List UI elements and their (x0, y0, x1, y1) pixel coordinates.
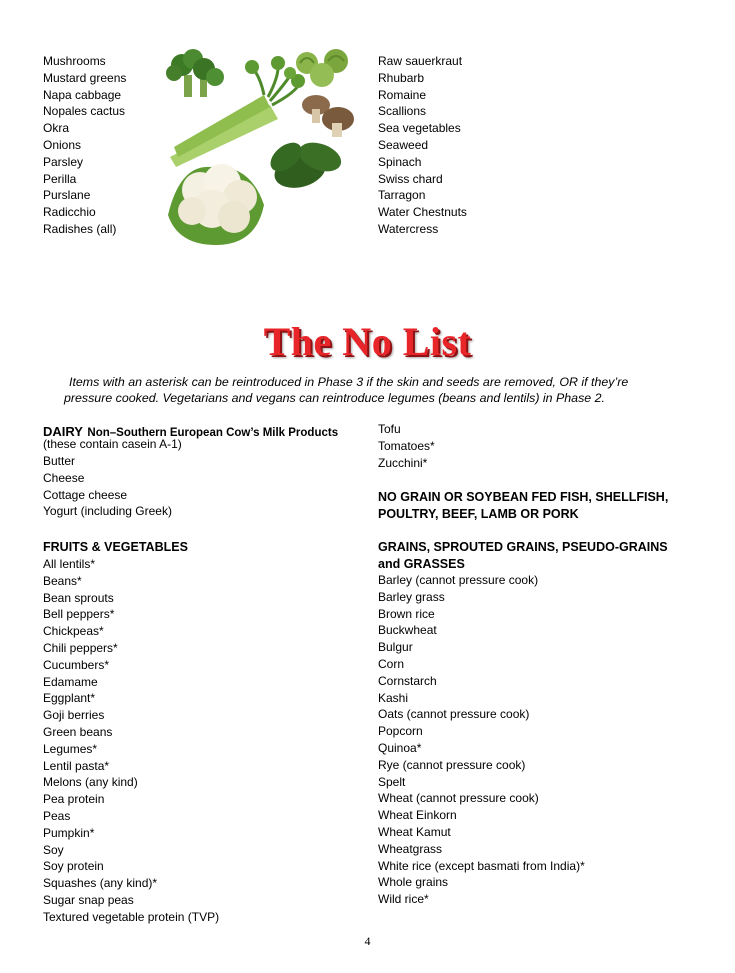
list-item: Cornstarch (378, 673, 437, 688)
list-item: Pumpkin* (43, 825, 95, 840)
list-item: Purslane (43, 188, 91, 203)
list-item: Textured vegetable protein (TVP) (43, 909, 220, 924)
list-item: Lentil pasta* (43, 758, 110, 773)
list-item: Wheat (cannot pressure cook) (378, 791, 539, 806)
list-item: Eggplant* (43, 691, 96, 706)
list-item: Radicchio (43, 205, 96, 220)
list-item: Onions (43, 137, 82, 152)
list-item: Pea protein (43, 792, 105, 807)
dairy-sub-note: (these contain casein A-1) (43, 437, 182, 451)
list-item: Parsley (43, 154, 84, 169)
list-item: Wheat Kamut (378, 824, 451, 839)
spinach-icon (265, 137, 345, 193)
list-item: Soy protein (43, 859, 104, 874)
list-item: Edamame (43, 674, 98, 689)
list-item: Cucumbers* (43, 657, 110, 672)
list-item: Melons (any kind) (43, 775, 138, 790)
list-item: Goji berries (43, 708, 105, 723)
list-item: Mustard greens (43, 70, 127, 85)
list-item: Wild rice* (378, 892, 429, 907)
list-item: Water Chestnuts (378, 205, 467, 220)
top-right-vegetable-list (378, 53, 467, 238)
list-item: Bell peppers* (43, 607, 115, 622)
list-item: Seaweed (378, 137, 429, 152)
no-grain-fed-line-1: NO GRAIN OR SOYBEAN FED FISH, SHELLFISH, (378, 490, 669, 504)
dairy-list (43, 453, 172, 520)
list-item: Beans* (43, 573, 82, 588)
list-item: Tarragon (378, 188, 426, 203)
list-item: Radishes (all) (43, 221, 117, 236)
right-top-list (378, 421, 435, 471)
grains-heading (378, 539, 668, 572)
list-item: Legumes* (43, 741, 98, 756)
list-item: Wheat Einkorn (378, 808, 457, 823)
note-line-1: Items with an asterisk can be reintroduced in Phase 3 if the skin and seeds are removed, OR if they’re (69, 375, 629, 389)
list-item: Tofu (378, 422, 401, 436)
list-item: Napa cabbage (43, 87, 122, 102)
list-item: Wheatgrass (378, 841, 443, 856)
page-title: The No List (263, 319, 472, 364)
list-item: Cheese (43, 470, 85, 485)
list-item: Spelt (378, 774, 406, 789)
list-item: Raw sauerkraut (378, 54, 463, 68)
list-item: Bulgur (378, 640, 413, 655)
grains-heading-line-1: GRAINS, SPROUTED GRAINS, PSEUDO-GRAINS (378, 540, 668, 554)
list-item: Popcorn (378, 724, 423, 739)
no-grain-fed-line-2: POULTRY, BEEF, LAMB OR PORK (378, 506, 579, 521)
list-item: Sea vegetables (378, 121, 461, 136)
list-item: Green beans (43, 724, 113, 739)
grains-heading-line-2: and GRASSES (378, 556, 465, 571)
list-item: Barley (cannot pressure cook) (378, 573, 539, 587)
page-number: 4 (364, 934, 371, 948)
vegetables-illustration (160, 45, 360, 250)
dairy-title: DAIRY (43, 424, 83, 439)
list-item: All lentils* (43, 557, 96, 571)
note-line-2: pressure cooked. Vegetarians and vegans can reintroduce legumes (beans and lentils) in Phase 2. (64, 391, 605, 405)
list-item: Zucchini* (378, 455, 428, 470)
list-item: Perilla (43, 171, 77, 186)
list-item: Bean sprouts (43, 590, 114, 605)
no-grain-fed-heading (378, 489, 668, 522)
list-item: Peas (43, 808, 71, 823)
list-item: Spinach (378, 154, 422, 169)
list-item: Corn (378, 656, 405, 671)
list-item: Romaine (378, 87, 427, 102)
list-item: Rye (cannot pressure cook) (378, 757, 526, 772)
list-item: Yogurt (including Greek) (43, 504, 172, 519)
list-item: Scallions (378, 104, 427, 119)
grains-list (378, 572, 585, 908)
fruits-vegetables-heading: FRUITS & VEGETABLES (43, 540, 188, 554)
cauliflower-icon (168, 164, 264, 245)
dairy-subtitle: Non–Southern European Cow’s Milk Products (87, 427, 339, 439)
list-item: Butter (43, 454, 76, 468)
list-item: Kashi (378, 690, 409, 705)
list-item: White rice (except basmati from India)* (378, 858, 585, 873)
list-item: Oats (cannot pressure cook) (378, 707, 530, 722)
list-item: Barley grass (378, 589, 445, 604)
list-item: Cottage cheese (43, 487, 128, 502)
list-item: Whole grains (378, 875, 449, 890)
list-item: Squashes (any kind)* (43, 876, 158, 891)
top-left-vegetable-list (43, 53, 126, 238)
list-item: Chickpeas* (43, 624, 104, 639)
list-item: Chili peppers* (43, 640, 118, 655)
list-item: Watercress (378, 221, 439, 236)
list-item: Swiss chard (378, 171, 443, 186)
fruits-vegetables-list (43, 556, 219, 926)
list-item: Rhubarb (378, 70, 425, 85)
broccoli-icon (166, 49, 224, 97)
list-item: Soy (43, 842, 64, 857)
list-item: Buckwheat (378, 623, 437, 638)
list-item: Nopales cactus (43, 104, 126, 119)
list-item: Okra (43, 121, 70, 136)
list-item: Sugar snap peas (43, 892, 134, 907)
list-item: Mushrooms (43, 54, 106, 68)
mushrooms-icon (302, 95, 354, 137)
list-item: Brown rice (378, 606, 435, 621)
list-item: Tomatoes* (378, 438, 435, 453)
list-item: Quinoa* (378, 740, 422, 755)
